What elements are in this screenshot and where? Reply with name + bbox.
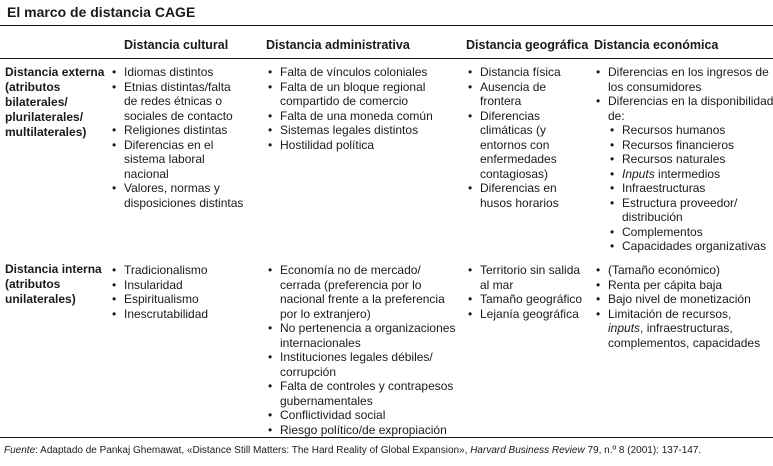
list-item: • (Tamaño económico) bbox=[594, 263, 760, 278]
list-item: • Falta de un bloque regional compartido de comercio bbox=[266, 80, 433, 109]
bottom-rule bbox=[0, 437, 773, 438]
list-item: • Sistemas legales distintos bbox=[266, 123, 433, 138]
sub-item: • Infraestructuras bbox=[608, 181, 773, 196]
resources-sublist bbox=[608, 123, 773, 254]
list-item: • Renta per cápita baja bbox=[594, 278, 760, 293]
column-header-administrativa: Distancia administrativa bbox=[266, 38, 410, 52]
list-item: • Idiomas distintos bbox=[110, 65, 243, 80]
table-title: El marco de distancia CAGE bbox=[7, 4, 196, 20]
row-header-line: (atributos bbox=[5, 80, 61, 94]
list-item: • Religiones distintas bbox=[110, 123, 243, 138]
sub-item: • Complementos bbox=[608, 225, 773, 240]
list-item: • Falta de controles y contrapesos gubernamentales bbox=[266, 379, 455, 408]
list-item: • Diferencias en el sistema laboral nacional bbox=[110, 138, 243, 182]
row-header-line: (atributos bbox=[5, 277, 61, 291]
source-journal: Harvard Business Review bbox=[470, 445, 585, 456]
list-item: • Inescrutabilidad bbox=[110, 307, 208, 322]
list-item: • Territorio sin salida al mar bbox=[466, 263, 582, 292]
source-note bbox=[4, 445, 701, 456]
row-header-line: multilaterales) bbox=[5, 125, 87, 139]
list-item: • No pertenencia a organizaciones internacionales bbox=[266, 321, 455, 350]
list-item: • Etnias distintas/falta de redes étnicas o sociales de contacto bbox=[110, 80, 243, 124]
list-item: • Distancia física bbox=[466, 65, 561, 80]
list-item: • Conflictividad social bbox=[266, 408, 455, 423]
sub-item: • Recursos naturales bbox=[608, 152, 773, 167]
source-text-end: 79, n.º 8 (2001): 137-147. bbox=[584, 445, 702, 456]
column-header-cultural: Distancia cultural bbox=[124, 38, 229, 52]
list-item: • Diferencias en la disponibilidad de: • Recursos humanos • Recursos financieros • Recursos naturales • Inputs intermedios • Infraestructuras • Estructura proveedor/ distribución • Complementos • Capacidades organizativas bbox=[594, 94, 773, 254]
list-item: • Bajo nivel de monetización bbox=[594, 292, 760, 307]
sub-item: • Recursos humanos bbox=[608, 123, 773, 138]
sub-item: • Inputs intermedios bbox=[608, 167, 773, 182]
list-item: • Instituciones legales débiles/ corrupción bbox=[266, 350, 455, 379]
row-header-line: bilaterales/ bbox=[5, 95, 68, 109]
row-header-interna bbox=[5, 262, 102, 307]
row-header-externa bbox=[5, 65, 104, 140]
list-item: • Limitación de recursos, inputs, infraestructuras, complementos, capacidades bbox=[594, 307, 760, 351]
column-header-economica: Distancia económica bbox=[594, 38, 719, 52]
row-header-line: plurilaterales/ bbox=[5, 110, 84, 124]
row-header-line: unilaterales) bbox=[5, 292, 76, 306]
list-item: • Diferencias en husos horarios bbox=[466, 181, 561, 210]
list-item: • Falta de vínculos coloniales bbox=[266, 65, 433, 80]
source-label: Fuente bbox=[4, 445, 36, 456]
list-item: • Insularidad bbox=[110, 278, 208, 293]
interna-economica-list bbox=[594, 263, 760, 350]
externa-economica-list bbox=[594, 65, 773, 254]
header-rule bbox=[0, 58, 773, 59]
interna-cultural-list bbox=[110, 263, 208, 321]
externa-cultural-list bbox=[110, 65, 243, 210]
interna-geografica-list bbox=[466, 263, 582, 321]
list-item: • Ausencia de frontera bbox=[466, 80, 561, 109]
externa-geografica-list bbox=[466, 65, 561, 210]
list-item: • Lejanía geográfica bbox=[466, 307, 582, 322]
list-item: • Economía no de mercado/ cerrada (preferencia por lo nacional frente a la preferencia por lo extranjero) bbox=[266, 263, 455, 321]
list-item: • Espiritualismo bbox=[110, 292, 208, 307]
sub-item: • Recursos financieros bbox=[608, 138, 773, 153]
list-item: • Falta de una moneda común bbox=[266, 109, 433, 124]
list-item: • Diferencias climáticas (y entornos con enfermedades contagiosas) bbox=[466, 109, 561, 182]
list-item: • Hostilidad política bbox=[266, 138, 433, 153]
externa-administrativa-list bbox=[266, 65, 433, 152]
column-header-geografica: Distancia geográfica bbox=[466, 38, 589, 52]
sub-item: • Estructura proveedor/ distribución bbox=[608, 196, 773, 225]
source-text: : Adaptado de Pankaj Ghemawat, «Distance Still Matters: The Hard Reality of Global Expansion», bbox=[35, 445, 471, 456]
list-item: • Valores, normas y disposiciones distintas bbox=[110, 181, 243, 210]
list-item: • Diferencias en los ingresos de los consumidores bbox=[594, 65, 773, 94]
top-rule bbox=[0, 25, 773, 26]
row-header-line: Distancia interna bbox=[5, 262, 102, 276]
list-item: • Tradicionalismo bbox=[110, 263, 208, 278]
interna-administrativa-list bbox=[266, 263, 455, 437]
list-item: • Riesgo político/de expropiación bbox=[266, 423, 455, 438]
sub-item: • Capacidades organizativas bbox=[608, 239, 773, 254]
list-item: • Tamaño geográfico bbox=[466, 292, 582, 307]
row-header-line: Distancia externa bbox=[5, 65, 105, 79]
